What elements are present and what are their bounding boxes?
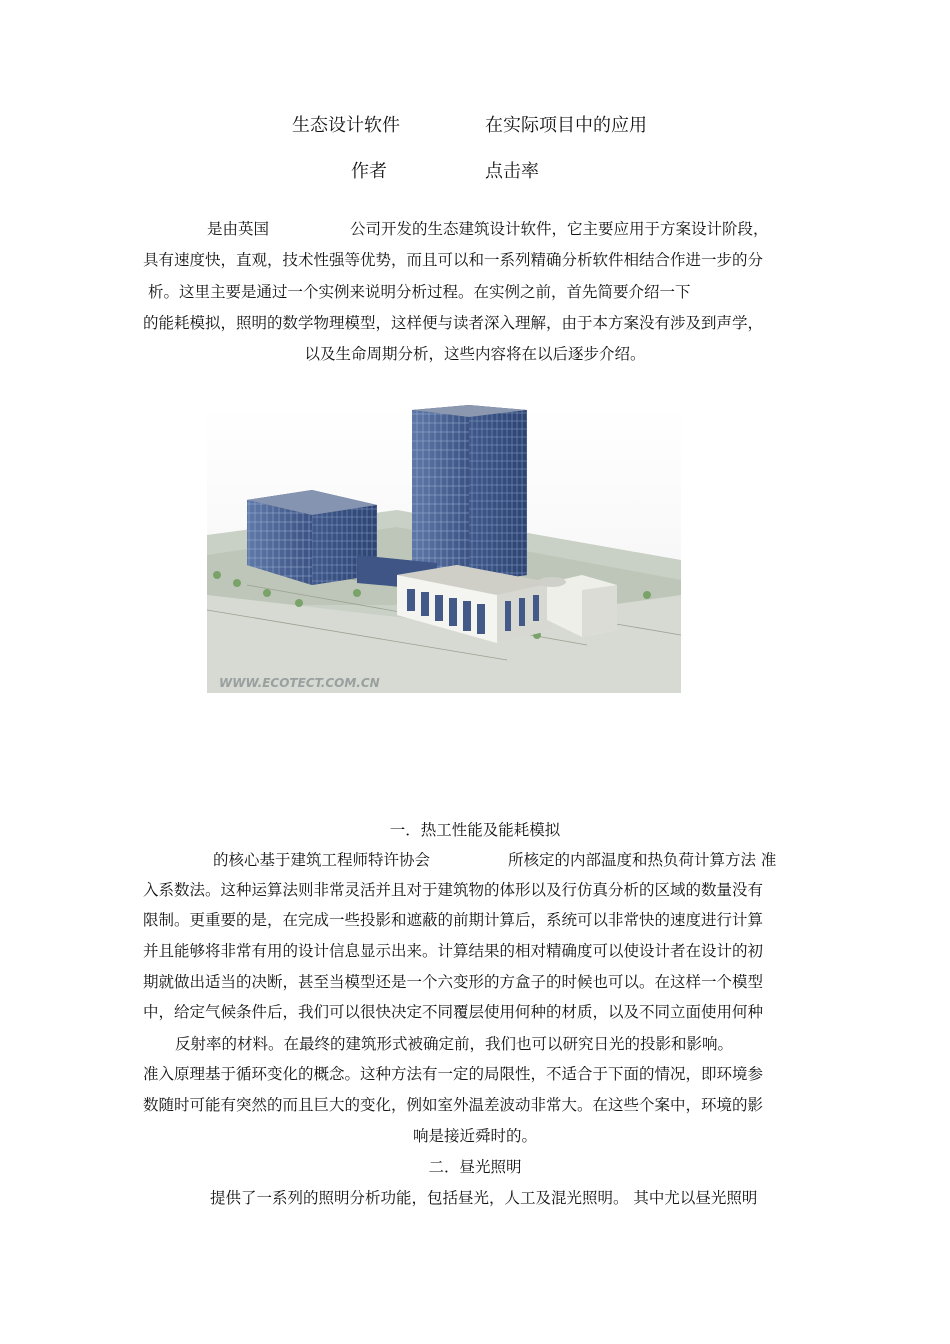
section-2-heading: 二．昼光照明	[428, 1158, 522, 1176]
building-rendering-image	[207, 405, 681, 693]
section-1-line-3: 限制。更重要的是，在完成一些投影和遮蔽的前期计算后，系统可以非常快的速度进行计算	[143, 911, 764, 929]
intro-line-2: 具有速度快，直观，技术性强等优势，而且可以和一系列精确分析软件相结合作进一步的分	[143, 251, 764, 269]
title-right: 在实际项目中的应用	[485, 115, 647, 136]
section-1-line-6: 中，给定气候条件后，我们可以很快决定不同覆层使用何种的材质，以及不同立面使用何种	[143, 1003, 764, 1021]
author-label: 作者	[351, 161, 387, 182]
section-1-line-7: 反射率的材料。在最终的建筑形式被确定前，我们也可以研究日光的投影和影响。	[175, 1035, 734, 1053]
section-2-line-1: 提供了一系列的照明分析功能，包括昼光，人工及混光照明。 其中尤以昼光照明	[210, 1189, 758, 1207]
hits-label: 点击率	[485, 161, 539, 182]
section-1-line-2: 入系数法。这种运算法则非常灵活并且对于建筑物的体形以及行仿真分析的区域的数量没有	[143, 881, 764, 899]
section-1-heading: 一．热工性能及能耗模拟	[389, 821, 561, 839]
title-left: 生态设计软件	[292, 115, 400, 136]
section-1-line-5: 期就做出适当的决断，甚至当模型还是一个六变形的方盒子的时候也可以。在这样一个模型	[143, 973, 764, 991]
intro-line-1a: 是由英国	[207, 220, 270, 238]
figure-watermark: WWW.ECOTECT.COM.CN	[219, 676, 380, 690]
intro-line-1b: 公司开发的生态建筑设计软件，它主要应用于方案设计阶段，	[350, 220, 769, 238]
intro-line-4: 的能耗模拟，照明的数学物理模型，这样便与读者深入理解，由于本方案没有涉及到声学，	[143, 314, 764, 332]
section-1-line-4: 并且能够将非常有用的设计信息显示出来。计算结果的相对精确度可以使设计者在设计的初	[143, 942, 764, 960]
section-1-line-1a: 的核心基于建筑工程师特许协会	[213, 851, 431, 869]
section-1-line-9: 数随时可能有突然的而且巨大的变化，例如室外温差波动非常大。在这些个案中，环境的影	[143, 1096, 764, 1114]
intro-line-5: 以及生命周期分析，这些内容将在以后逐步介绍。	[304, 345, 646, 363]
intro-line-3: 析。这里主要是通过一个实例来说明分析过程。在实例之前，首先简要介绍一下	[148, 283, 691, 301]
section-1-line-10: 响是接近舜时的。	[412, 1127, 537, 1145]
section-1-line-1b: 所核定的内部温度和热负荷计算方法 准	[508, 851, 777, 869]
section-1-line-8: 准入原理基于循环变化的概念。这种方法有一定的局限性，不适合于下面的情况，即环境参	[143, 1065, 764, 1083]
